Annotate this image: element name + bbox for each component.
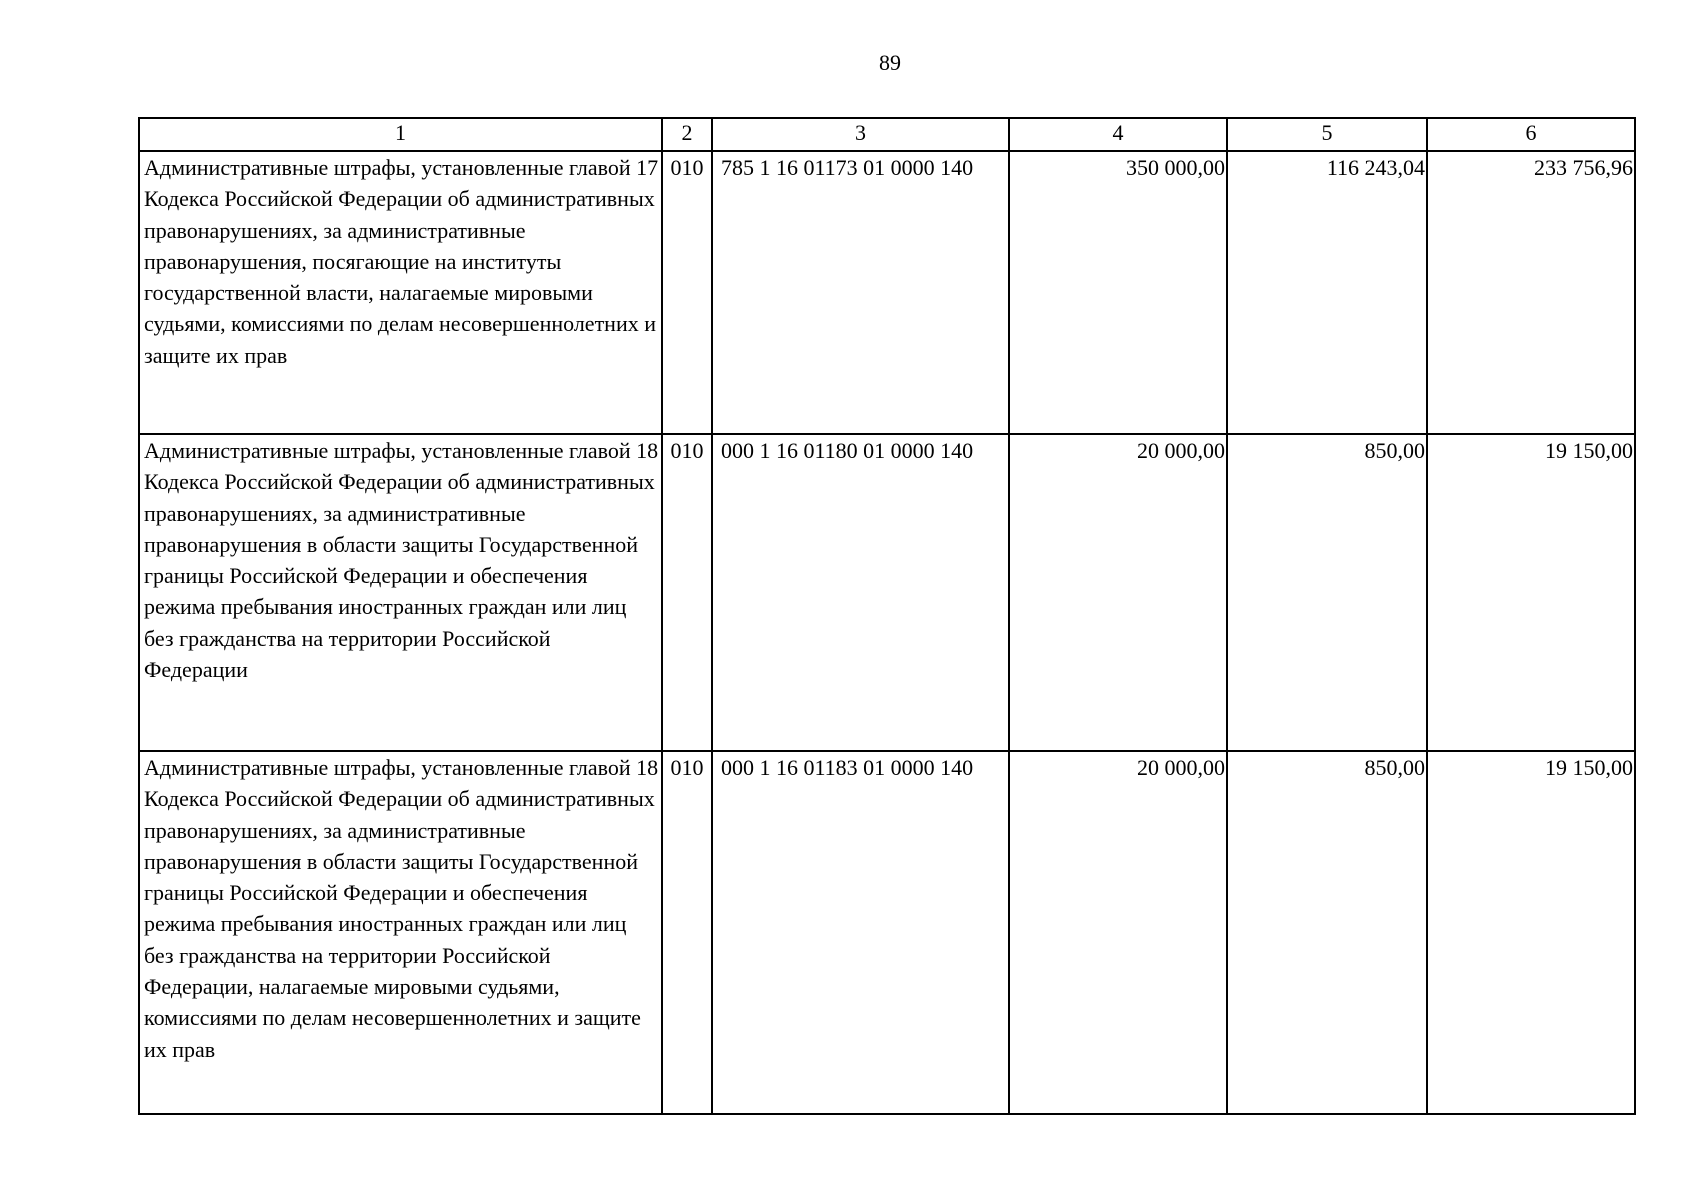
page-number: 89 [879,50,901,75]
budget-classification-code: 785 1 16 01173 01 0000 140 [712,151,1009,434]
line-code: 010 [662,751,712,1114]
unexecuted-amount: 233 756,96 [1427,151,1635,434]
table-row [139,751,1635,1114]
budget-classification-code: 000 1 16 01183 01 0000 140 [712,751,1009,1114]
income-description: Административные штрафы, установленные главой 18 Кодекса Российской Федерации об административных правонарушениях, за административные правонарушения в области защиты Государственной границы Российской Федерации и обеспечения режима пребывания иностранных граждан или лиц без гражданства на территории Российской Федерации, налагаемые мировыми судьями, комиссиями по делам несовершеннолетних и защите их прав [139,751,662,1114]
income-description: Административные штрафы, установленные главой 17 Кодекса Российской Федерации об административных правонарушениях, за административные правонарушения, посягающие на институты государственной власти, налагаемые мировыми судьями, комиссиями по делам несовершеннолетних и защите их прав [139,151,662,434]
column-header-5: 5 [1227,118,1427,151]
column-header-4: 4 [1009,118,1227,151]
unexecuted-amount: 19 150,00 [1427,751,1635,1114]
table-header-row [139,118,1635,151]
income-description: Административные штрафы, установленные главой 18 Кодекса Российской Федерации об административных правонарушениях, за административные правонарушения в области защиты Государственной границы Российской Федерации и обеспечения режима пребывания иностранных граждан или лиц без гражданства на территории Российской Федерации [139,434,662,751]
budget-classification-code: 000 1 16 01180 01 0000 140 [712,434,1009,751]
column-header-3: 3 [712,118,1009,151]
line-code: 010 [662,151,712,434]
executed-amount: 850,00 [1227,751,1427,1114]
approved-amount: 20 000,00 [1009,434,1227,751]
executed-amount: 116 243,04 [1227,151,1427,434]
line-code: 010 [662,434,712,751]
approved-amount: 20 000,00 [1009,751,1227,1114]
approved-amount: 350 000,00 [1009,151,1227,434]
column-header-2: 2 [662,118,712,151]
table-row [139,434,1635,751]
column-header-6: 6 [1427,118,1635,151]
column-header-1: 1 [139,118,662,151]
table-row [139,151,1635,434]
unexecuted-amount: 19 150,00 [1427,434,1635,751]
executed-amount: 850,00 [1227,434,1427,751]
budget-table [138,117,1636,1115]
